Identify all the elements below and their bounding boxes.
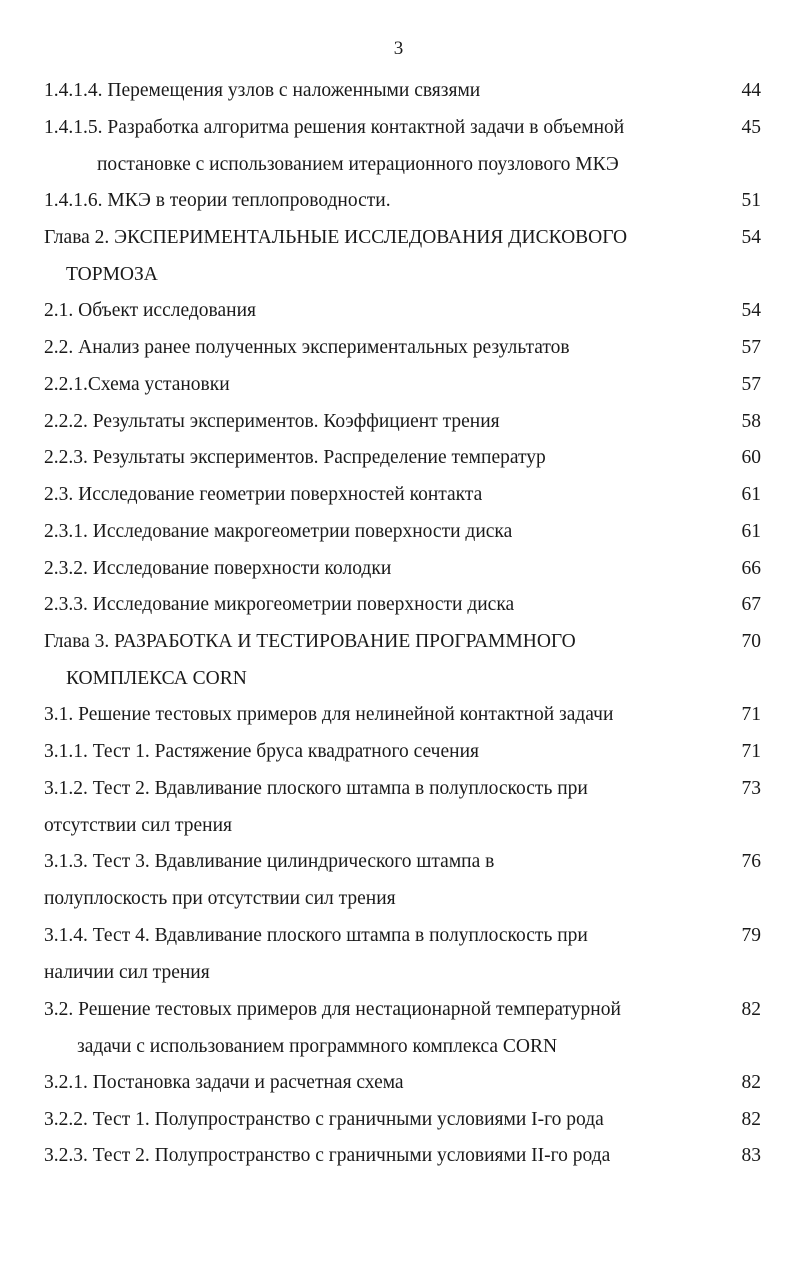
toc-entry-page-number: 67 bbox=[741, 594, 761, 615]
toc-entry-title: 3.2.1. Постановка задачи и расчетная схема bbox=[44, 1072, 404, 1093]
toc-entry bbox=[0, 554, 797, 584]
toc-entry bbox=[0, 1068, 797, 1098]
toc-entry-continuation bbox=[0, 811, 797, 841]
toc-entry bbox=[0, 847, 797, 877]
toc-entry-title: 1.4.1.4. Перемещения узлов с наложенными связями bbox=[44, 80, 481, 101]
toc-entry-page-number: 61 bbox=[741, 484, 761, 505]
toc-entry-page-number: 82 bbox=[741, 999, 761, 1020]
toc-entry-title: 2.2. Анализ ранее полученных экспериментальных результатов bbox=[44, 337, 570, 358]
toc-entry bbox=[0, 627, 797, 657]
toc-entry-title: КОМПЛЕКСА CORN bbox=[66, 667, 247, 689]
toc-entry-title: 3.2.2. Тест 1. Полупространство с граничными условиями I-го рода bbox=[44, 1109, 604, 1130]
toc-entry-title: 3.2. Решение тестовых примеров для нестационарной температурной bbox=[44, 999, 621, 1020]
toc-entry-page-number: 71 bbox=[741, 704, 761, 725]
toc-entry-title: 3.2.3. Тест 2. Полупространство с граничными условиями II-го рода bbox=[44, 1145, 611, 1166]
toc-entry bbox=[0, 333, 797, 363]
toc-entry-page-number: 82 bbox=[741, 1109, 761, 1130]
toc-entry bbox=[0, 737, 797, 767]
toc-entry-continuation bbox=[0, 664, 797, 694]
toc-entry-title: 1.4.1.6. МКЭ в теории теплопроводности. bbox=[44, 190, 391, 211]
toc-entry bbox=[0, 517, 797, 547]
toc-entry-title: постановке с использованием итерационного поузлового МКЭ bbox=[97, 153, 619, 175]
toc-entry bbox=[0, 921, 797, 951]
toc-entry-title: 2.2.3. Результаты экспериментов. Распределение температур bbox=[44, 447, 546, 468]
toc-entry-title: 1.4.1.5. Разработка алгоритма решения контактной задачи в объемной bbox=[44, 117, 625, 138]
toc-entry-title: 3.1.3. Тест 3. Вдавливание цилиндрического штампа в bbox=[44, 851, 495, 872]
toc-entry bbox=[0, 296, 797, 326]
toc-entry-page-number: 45 bbox=[741, 117, 761, 138]
toc-entry-title: 3.1.4. Тест 4. Вдавливание плоского штампа в полуплоскость при bbox=[44, 925, 588, 946]
toc-entry-title: 2.3.2. Исследование поверхности колодки bbox=[44, 558, 392, 579]
toc-entry bbox=[0, 480, 797, 510]
toc-entry-title: наличии сил трения bbox=[44, 961, 210, 983]
toc-entry-title: задачи с использованием программного комплекса CORN bbox=[77, 1035, 558, 1057]
toc-entry-page-number: 60 bbox=[741, 447, 761, 468]
toc-entry-page-number: 44 bbox=[741, 80, 761, 101]
toc-entry-page-number: 76 bbox=[741, 851, 761, 872]
toc-entry-title: 2.2.2. Результаты экспериментов. Коэффициент трения bbox=[44, 411, 500, 432]
toc-entry bbox=[0, 76, 797, 106]
toc-entry bbox=[0, 443, 797, 473]
toc-entry-page-number: 54 bbox=[741, 300, 761, 321]
toc-entry bbox=[0, 590, 797, 620]
toc-entry-page-number: 54 bbox=[741, 227, 761, 248]
toc-entry-title: 3.1.2. Тест 2. Вдавливание плоского штампа в полуплоскость при bbox=[44, 778, 588, 799]
toc-entry-page-number: 66 bbox=[741, 558, 761, 579]
toc-entry-continuation bbox=[0, 260, 797, 290]
toc-entry-page-number: 57 bbox=[741, 337, 761, 358]
toc-entry bbox=[0, 186, 797, 216]
toc-entry-title: Глава 2. ЭКСПЕРИМЕНТАЛЬНЫЕ ИССЛЕДОВАНИЯ ДИСКОВОГО bbox=[44, 227, 628, 248]
toc-entry bbox=[0, 407, 797, 437]
toc-entry-title: ТОРМОЗА bbox=[66, 263, 158, 285]
toc-entry-page-number: 70 bbox=[741, 631, 761, 652]
toc-entry bbox=[0, 113, 797, 143]
toc-entry-page-number: 57 bbox=[741, 374, 761, 395]
toc-entry-continuation bbox=[0, 1032, 797, 1062]
toc-entry bbox=[0, 1105, 797, 1135]
toc-entry-page-number: 73 bbox=[741, 778, 761, 799]
toc-entry-continuation bbox=[0, 150, 797, 180]
toc-entry-continuation bbox=[0, 884, 797, 914]
toc-entry bbox=[0, 223, 797, 253]
toc-entry-title: 2.2.1.Схема установки bbox=[44, 374, 230, 395]
toc-entry bbox=[0, 1141, 797, 1171]
toc-entry-title: 2.3.3. Исследование микрогеометрии поверхности диска bbox=[44, 594, 515, 615]
toc-entry-title: отсутствии сил трения bbox=[44, 814, 232, 836]
toc-entry-title: 3.1.1. Тест 1. Растяжение бруса квадратного сечения bbox=[44, 741, 479, 762]
toc-entry bbox=[0, 700, 797, 730]
toc-entry-page-number: 58 bbox=[741, 411, 761, 432]
toc-entry-page-number: 51 bbox=[741, 190, 761, 211]
toc-entry bbox=[0, 370, 797, 400]
toc-entry-page-number: 61 bbox=[741, 521, 761, 542]
toc-entry-title: 2.1. Объект исследования bbox=[44, 300, 256, 321]
toc-entry-page-number: 71 bbox=[741, 741, 761, 762]
toc-entry-title: 2.3.1. Исследование макрогеометрии поверхности диска bbox=[44, 521, 513, 542]
toc-entry-title: 3.1. Решение тестовых примеров для нелинейной контактной задачи bbox=[44, 704, 614, 725]
toc-entry-title: полуплоскость при отсутствии сил трения bbox=[44, 887, 396, 909]
toc-entry-page-number: 79 bbox=[741, 925, 761, 946]
toc-entry-page-number: 83 bbox=[741, 1145, 761, 1166]
toc-entry-continuation bbox=[0, 958, 797, 988]
toc-entry-title: 2.3. Исследование геометрии поверхностей контакта bbox=[44, 484, 483, 505]
page-number: 3 bbox=[393, 38, 404, 59]
toc-entry bbox=[0, 774, 797, 804]
toc-entry-page-number: 82 bbox=[741, 1072, 761, 1093]
toc-entry-title: Глава 3. РАЗРАБОТКА И ТЕСТИРОВАНИЕ ПРОГРАММНОГО bbox=[44, 631, 576, 652]
toc-entry bbox=[0, 995, 797, 1025]
